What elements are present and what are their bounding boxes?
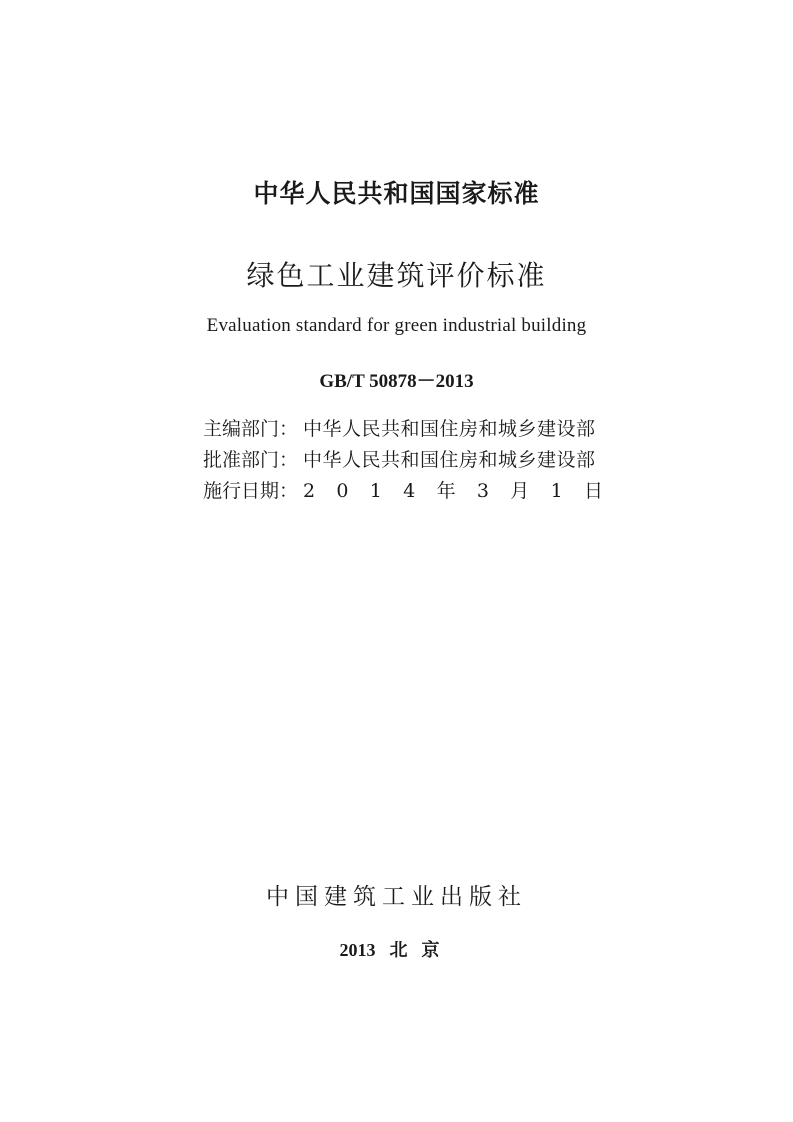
imprint-year: 2013 <box>339 940 376 960</box>
series-title: 中华人民共和国国家标准 <box>253 179 540 208</box>
english-title: Evaluation standard for green industrial building <box>206 315 587 336</box>
editor-label: 主编部门： <box>203 418 299 440</box>
date-part: 月 <box>510 480 530 502</box>
approver-value: 中华人民共和国住房和城乡建设部 <box>303 449 596 471</box>
editor-value: 中华人民共和国住房和城乡建设部 <box>303 418 596 440</box>
date-part: 0 <box>336 480 349 502</box>
effective-date-label: 施行日期： <box>203 480 299 502</box>
imprint <box>0 936 793 962</box>
approver-row <box>203 445 603 476</box>
date-part: 年 <box>436 480 456 502</box>
editor-row <box>203 414 603 445</box>
date-part: 3 <box>476 480 489 502</box>
issuance-info <box>203 414 603 507</box>
date-part: 1 <box>369 480 382 502</box>
standard-code: GB/T 50878－2013 <box>319 371 474 392</box>
date-part: 日 <box>583 480 603 502</box>
effective-date-value <box>303 476 603 507</box>
date-part: 4 <box>403 480 416 502</box>
date-part: 1 <box>550 480 563 502</box>
document-title: 绿色工业建筑评价标准 <box>246 259 547 292</box>
publisher-name: 中国建筑工业出版社 <box>266 884 527 910</box>
effective-date-row <box>203 476 603 507</box>
approver-label: 批准部门： <box>203 449 299 471</box>
imprint-city: 北京 <box>389 940 454 960</box>
date-part: 2 <box>303 480 316 502</box>
